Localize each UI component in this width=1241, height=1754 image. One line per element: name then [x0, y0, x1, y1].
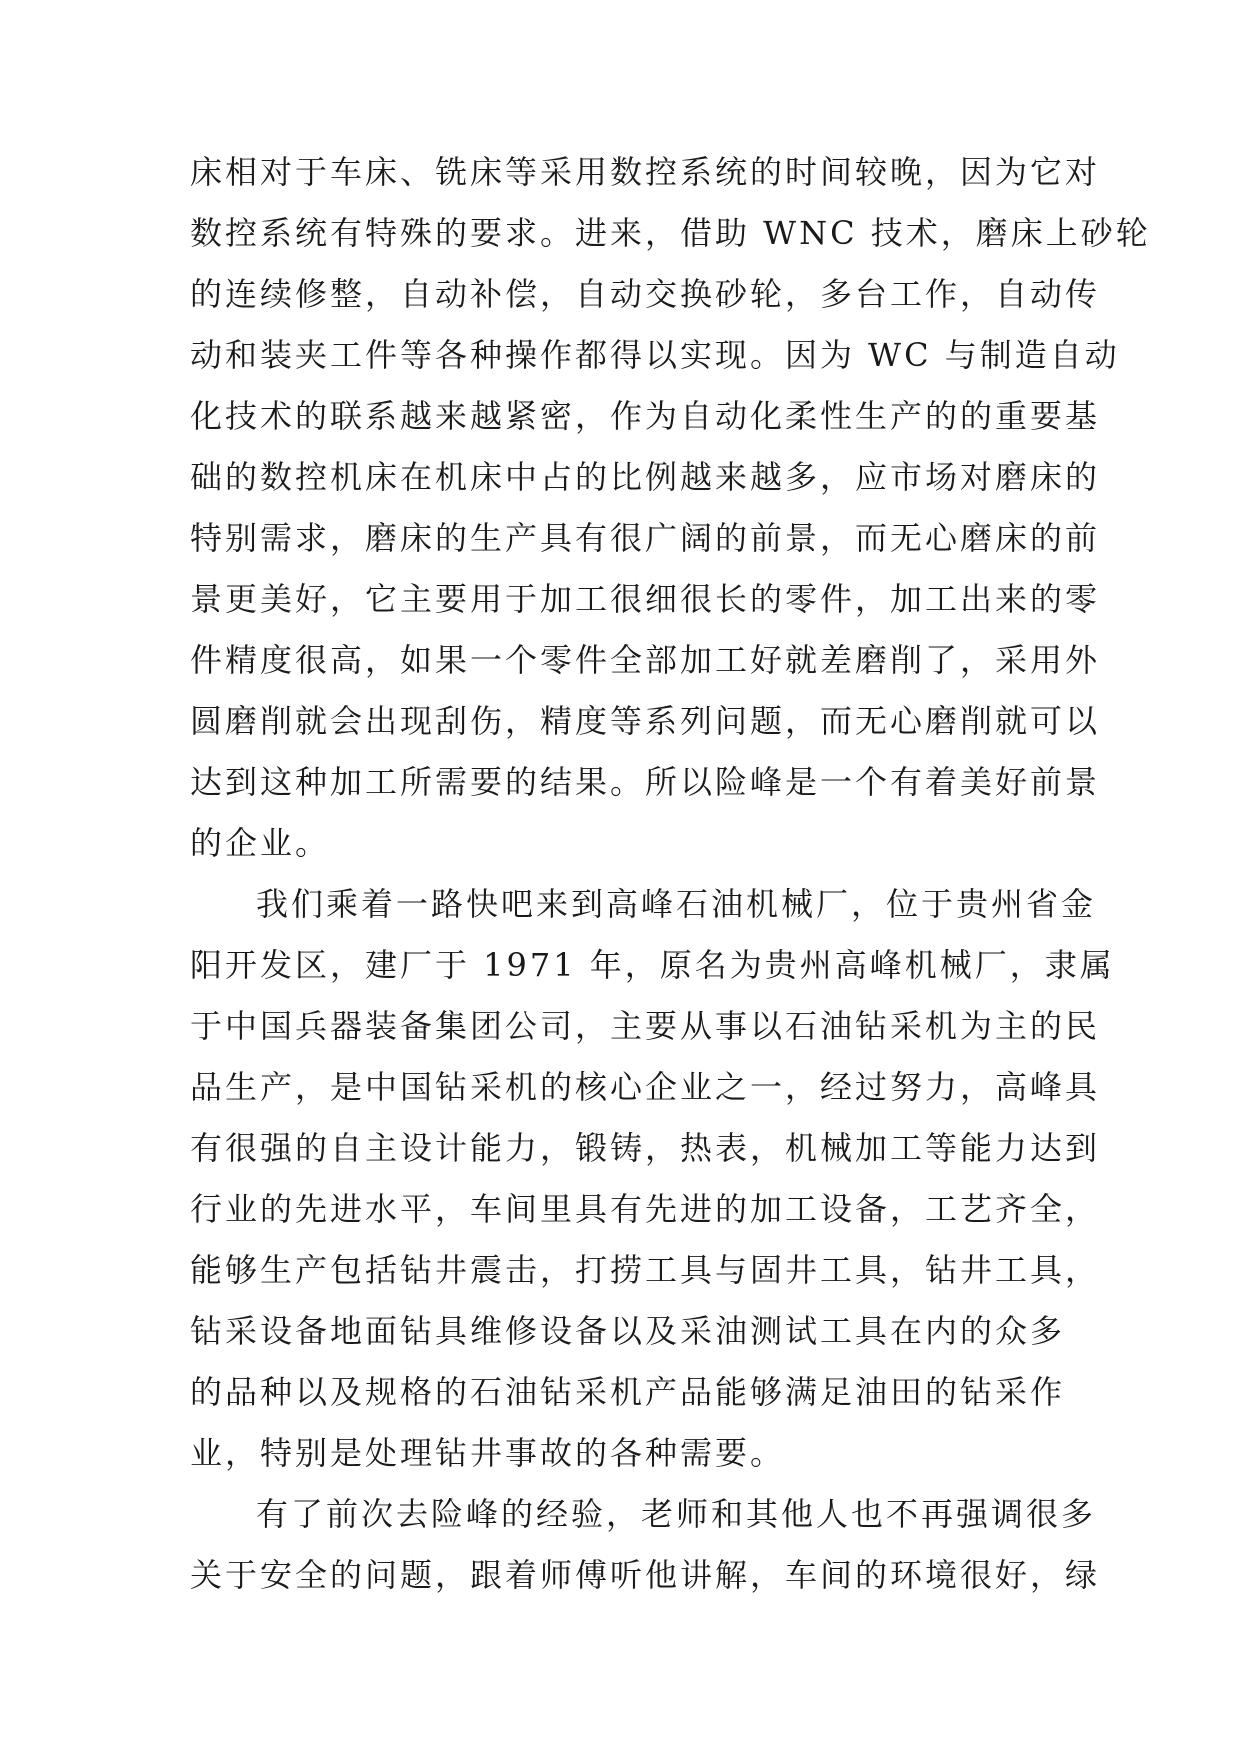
text-line: 能够生产包括钻井震击，打捞工具与固井工具，钻井工具， [190, 1251, 1101, 1289]
text-line: 动和装夹工件等各种操作都得以实现。因为 WC 与制造自动 [190, 336, 1120, 374]
text-line: 件精度很高，如果一个零件全部加工好就差磨削了，采用外 [190, 641, 1101, 679]
paragraph-start-line: 我们乘着一路快吧来到高峰石油机械厂，位于贵州省金 [256, 885, 1097, 923]
text-line: 达到这种加工所需要的结果。所以险峰是一个有着美好前景 [190, 763, 1101, 801]
text-line: 阳开发区，建厂于 1971 年，原名为贵州高峰机械厂，隶属 [190, 946, 1115, 984]
text-line: 景更美好，它主要用于加工很细很长的零件，加工出来的零 [190, 580, 1101, 618]
text-line: 钻采设备地面钻具维修设备以及采油测试工具在内的众多 [190, 1312, 1066, 1350]
paragraph-start-line: 有了前次去险峰的经验，老师和其他人也不再强调很多 [256, 1495, 1097, 1533]
text-line: 数控系统有特殊的要求。进来，借助 WNC 技术，磨床上砂轮 [190, 214, 1151, 252]
text-line: 的企业。 [190, 824, 331, 862]
text-line: 关于安全的问题，跟着师傅听他讲解，车间的环境很好，绿 [190, 1556, 1101, 1594]
text-line: 特别需求，磨床的生产具有很广阔的前景，而无心磨床的前 [190, 519, 1101, 557]
document-body [190, 142, 1151, 1606]
text-line: 于中国兵器装备集团公司，主要从事以石油钻采机为主的民 [190, 1007, 1101, 1045]
text-line: 的连续修整，自动补偿，自动交换砂轮，多台工作，自动传 [190, 275, 1101, 313]
text-line: 床相对于车床、铣床等采用数控系统的时间较晚，因为它对 [190, 153, 1101, 191]
text-line: 行业的先进水平，车间里具有先进的加工设备，工艺齐全， [190, 1190, 1101, 1228]
text-line: 化技术的联系越来越紧密，作为自动化柔性生产的的重要基 [190, 397, 1101, 435]
text-line: 础的数控机床在机床中占的比例越来越多，应市场对磨床的 [190, 458, 1101, 496]
text-line: 的品种以及规格的石油钻采机产品能够满足油田的钻采作 [190, 1373, 1066, 1411]
text-line: 圆磨削就会出现刮伤，精度等系列问题，而无心磨削就可以 [190, 702, 1101, 740]
text-line: 有很强的自主设计能力，锻铸，热表，机械加工等能力达到 [190, 1129, 1101, 1167]
text-line: 品生产，是中国钻采机的核心企业之一，经过努力，高峰具 [190, 1068, 1101, 1106]
text-line: 业，特别是处理钻井事故的各种需要。 [190, 1434, 786, 1472]
